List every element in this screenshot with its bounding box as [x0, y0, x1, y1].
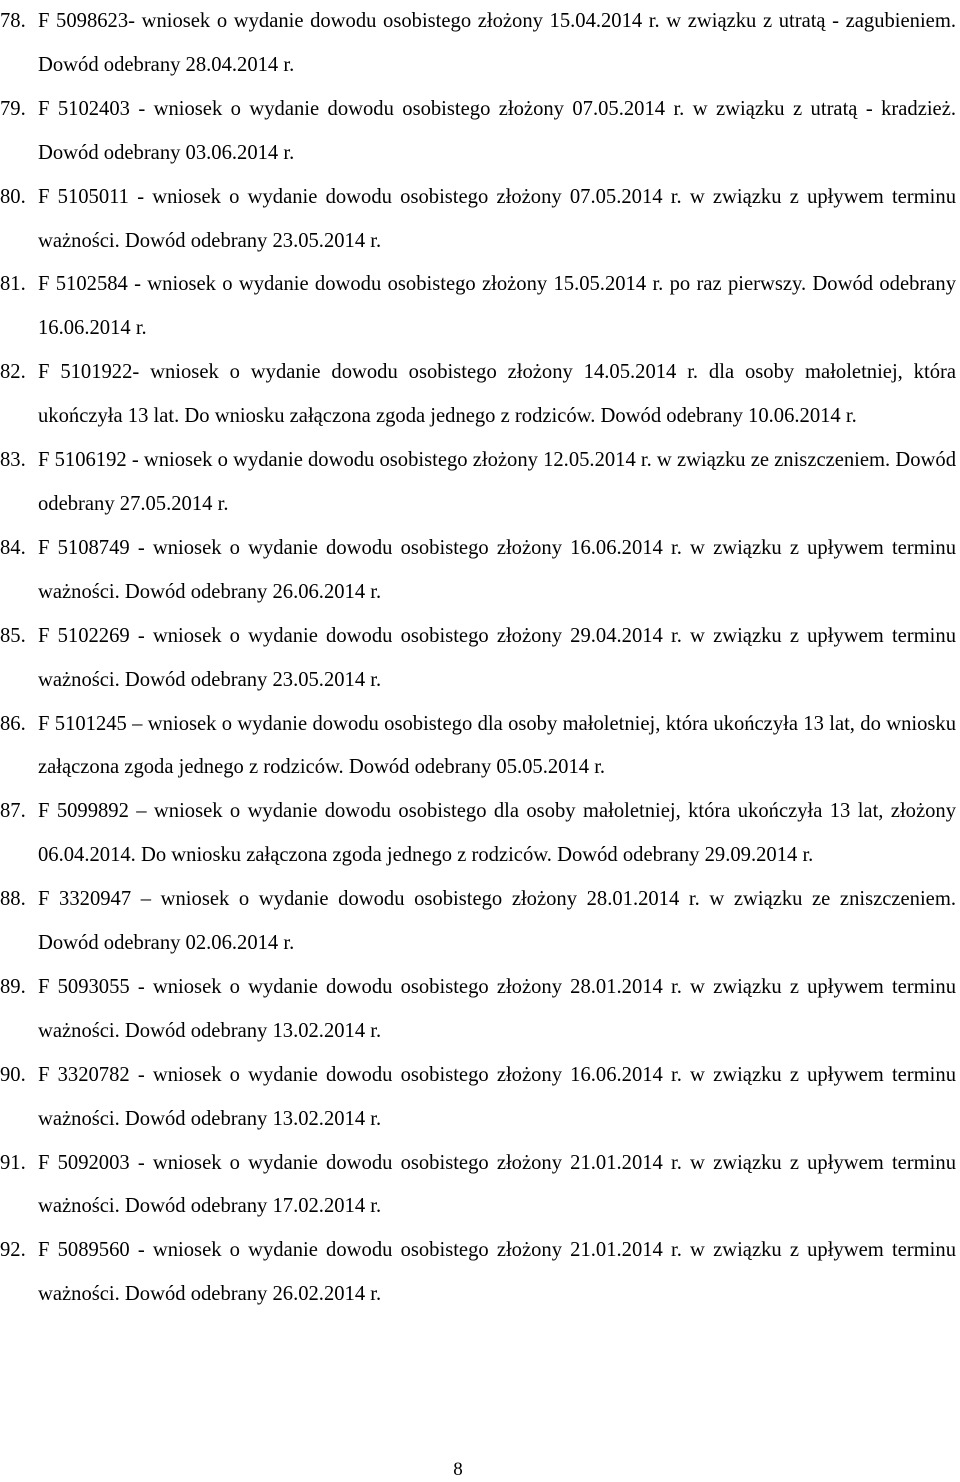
- entry-text: F 5102269 - wniosek o wydanie dowodu osobistego złożony 29.04.2014 r. w związku z upływem terminu ważności. Dowód odebrany 23.05.2014 r.: [38, 624, 956, 691]
- entry-number: 86.: [0, 712, 26, 735]
- entry-text: F 5092003 - wniosek o wydanie dowodu osobistego złożony 21.01.2014 r. w związku z upływem terminu ważności. Dowód odebrany 17.02.2014 r.: [38, 1151, 956, 1218]
- entry-text: F 5106192 - wniosek o wydanie dowodu osobistego złożony 12.05.2014 r. w związku ze zniszczeniem. Dowód odebrany 27.05.2014 r.: [38, 449, 956, 515]
- list-item: [0, 966, 956, 1054]
- entry-text: F 5098623- wniosek o wydanie dowodu osobistego złożony 15.04.2014 r. w związku z utratą - zagubieniem. Dowód odebrany 28.04.2014 r.: [38, 10, 956, 76]
- entry-text: F 5102403 - wniosek o wydanie dowodu osobistego złożony 07.05.2014 r. w związku z utratą - kradzież. Dowód odebrany 03.06.2014 r.: [38, 97, 956, 164]
- entry-number: 81.: [0, 273, 26, 296]
- list-item: [0, 1054, 956, 1142]
- entry-number: 92.: [0, 1239, 26, 1262]
- entry-number: 89.: [0, 975, 26, 998]
- list-item: [0, 263, 956, 351]
- entry-number: 88.: [0, 888, 26, 911]
- entry-text: F 3320947 – wniosek o wydanie dowodu osobistego złożony 28.01.2014 r. w związku ze zniszczeniem. Dowód odebrany 02.06.2014 r.: [38, 888, 956, 955]
- entry-number: 91.: [0, 1151, 26, 1174]
- entry-text: F 5105011 - wniosek o wydanie dowodu osobistego złożony 07.05.2014 r. w związku z upływem terminu ważności. Dowód odebrany 23.05.2014 r.: [38, 185, 956, 252]
- list-item: [0, 527, 956, 615]
- entry-number: 83.: [0, 449, 26, 472]
- list-item: [0, 176, 956, 264]
- list-item: [0, 703, 956, 791]
- entry-number: 78.: [0, 10, 26, 32]
- entry-number: 87.: [0, 800, 26, 823]
- entry-text: F 5089560 - wniosek o wydanie dowodu osobistego złożony 21.01.2014 r. w związku z upływem terminu ważności. Dowód odebrany 26.02.2014 r.: [38, 1239, 956, 1306]
- entry-text: F 5101922- wniosek o wydanie dowodu osobistego złożony 14.05.2014 r. dla osoby małoletniej, która ukończyła 13 lat. Do wniosku załączona zgoda jednego z rodziców. Dowód odebrany 10.06.2014 r.: [38, 361, 956, 428]
- entry-number: 82.: [0, 361, 26, 384]
- list-item: [0, 878, 956, 966]
- list-item: [0, 1142, 956, 1230]
- entry-number: 85.: [0, 624, 26, 647]
- entry-number: 84.: [0, 536, 26, 559]
- entry-number: 79.: [0, 97, 26, 120]
- entry-number: 90.: [0, 1063, 26, 1086]
- list-item: [0, 1229, 956, 1317]
- entry-text: F 5099892 – wniosek o wydanie dowodu osobistego dla osoby małoletniej, która ukończyła 13 lat, złożony 06.04.2014. Do wniosku załączona zgoda jednego z rodziców. Dowód odebrany 29.09.2014 r.: [38, 800, 956, 867]
- entry-text: F 3320782 - wniosek o wydanie dowodu osobistego złożony 16.06.2014 r. w związku z upływem terminu ważności. Dowód odebrany 13.02.2014 r.: [38, 1063, 956, 1130]
- list-item: [0, 615, 956, 703]
- list-item: [0, 88, 956, 176]
- entry-number: 80.: [0, 185, 26, 208]
- entry-text: F 5093055 - wniosek o wydanie dowodu osobistego złożony 28.01.2014 r. w związku z upływem terminu ważności. Dowód odebrany 13.02.2014 r.: [38, 975, 956, 1042]
- entry-text: F 5102584 - wniosek o wydanie dowodu osobistego złożony 15.05.2014 r. po raz pierwszy. Dowód odebrany 16.06.2014 r.: [38, 273, 956, 340]
- list-item: [0, 439, 956, 527]
- entry-text: F 5108749 - wniosek o wydanie dowodu osobistego złożony 16.06.2014 r. w związku z upływem terminu ważności. Dowód odebrany 26.06.2014 r.: [38, 536, 956, 603]
- list-item: [0, 351, 956, 439]
- page-number: 8: [453, 1459, 463, 1480]
- list-item: [0, 790, 956, 878]
- list-item: [0, 0, 956, 88]
- entry-text: F 5101245 – wniosek o wydanie dowodu osobistego dla osoby małoletniej, która ukończyła 13 lat, do wniosku załączona zgoda jednego z rodziców. Dowód odebrany 05.05.2014 r.: [38, 712, 956, 779]
